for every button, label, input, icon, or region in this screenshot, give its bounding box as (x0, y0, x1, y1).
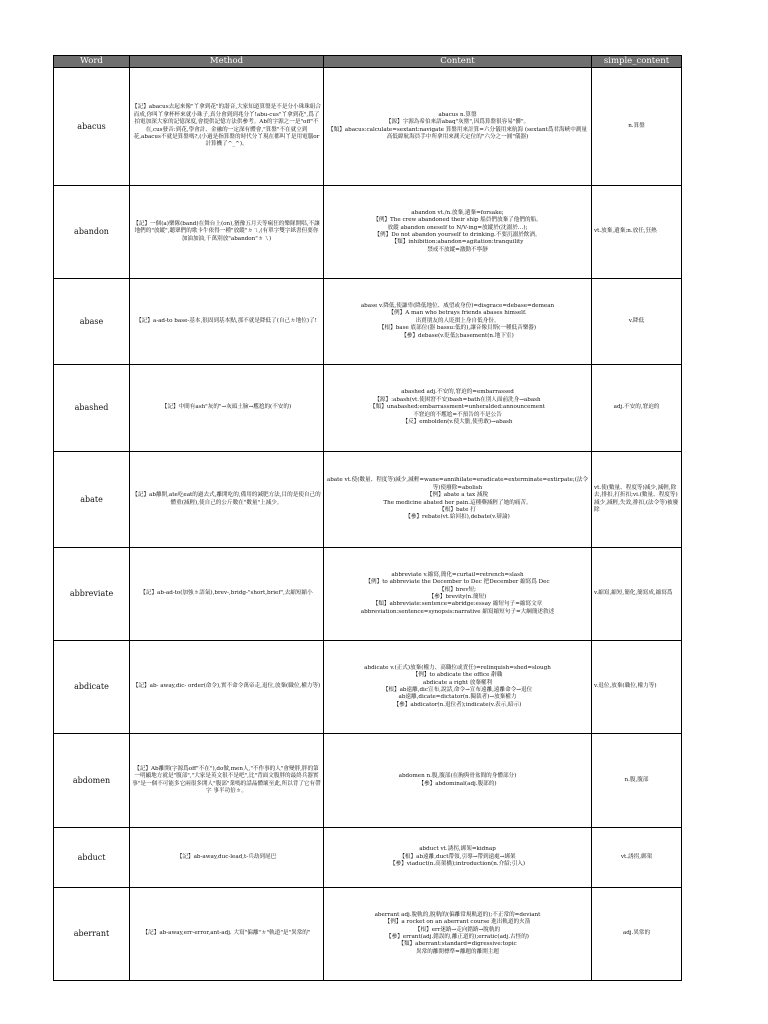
simple-content-cell: n.腹,腹部 (592, 734, 682, 828)
content-cell (324, 452, 592, 548)
content-line: abase v.降低,使謙卑(降低地位、威望或身份)=disgrace=debase=demean (360, 302, 555, 309)
content-line: 【參】rebate(vt.給回扣),debate(v.辯論) (405, 514, 510, 521)
vocabulary-sheet (53, 55, 681, 981)
content-line: 【源】字源為希伯來語abaq"灰塵",因爲算盤很容易"髒"。 (385, 119, 530, 126)
content-line: abdicate a right 放棄權利 (422, 679, 493, 686)
table-row (54, 452, 682, 548)
content-line: abdicate v.(正式)放棄(權力、高職位或責任)=relinquish=shed=slough (364, 664, 551, 671)
content-line: 【根】base 底部位(器 bassu:低的),讓音像貝斯(一種低音樂器) (378, 325, 537, 332)
content-line: 【例】a rocket on an aberrant course 進出軌道的火箭 (384, 919, 531, 926)
content-line: 不窘迫的不尷尬=不預告的不是公告 (413, 411, 502, 418)
content-cell (324, 68, 592, 186)
table-row (54, 734, 682, 828)
content-line: 【參】debase(v.貶低);basement(n.地下室) (401, 332, 514, 339)
content-cell (324, 888, 592, 981)
content-line: 異常的離開標準=離題的離開主題 (416, 948, 499, 955)
word-cell: aberrant (54, 888, 130, 981)
simple-content-cell: adj.異常的 (592, 888, 682, 981)
content-cell (324, 279, 592, 365)
content-cell (324, 186, 592, 279)
content-line: 【反】embolden(v.使大膽,使勇敢)→abash (402, 419, 513, 426)
content-line: abashed adj.不安的,窘迫的=embarrassed (401, 389, 514, 396)
header-word: Word (54, 56, 130, 68)
content-cell (324, 365, 592, 452)
content-line: 【例】to abdicate the office 辭職 (412, 672, 503, 679)
table-row (54, 365, 682, 452)
header-row (54, 56, 682, 68)
word-cell: abase (54, 279, 130, 365)
header-method: Method (130, 56, 324, 68)
method-cell: 【記】ab- away,dic- order(命令),實不命令萬帝走,退位,放棄(職位,權力等) (130, 641, 324, 734)
method-cell: 【記】a-ad-to base-基本,很固到基本點,那不就是降低了(自己ㄉ地位)了! (130, 279, 324, 365)
content-line: abacus n.算盤 (438, 111, 477, 118)
table-row (54, 548, 682, 641)
content-line: 【例】Do not abandon yourself to drinking.不要沉溺於飲酒。 (374, 232, 541, 238)
content-line: 禁戒不放縱=激動不寧靜 (427, 246, 488, 253)
content-cell (324, 548, 592, 641)
content-line: 【根】ab遠離,dic宣布,說話,命令→宣布遠離,遠離命令→退位 (382, 687, 533, 693)
content-line: 【根】err迷路→走向錯路→脫軌的 (414, 926, 501, 933)
simple-content-cell: vt.使(數量、程度等)減少,減輕,除去,排扣,打折扣;vi.(數量、程度等)減少,減輕,失效,排扣,(法令等)被廢除 (592, 452, 682, 548)
simple-content-cell: n.算盤 (592, 68, 682, 186)
word-cell: abdomen (54, 734, 130, 828)
table-row (54, 279, 682, 365)
content-line: abandon vt./n.放棄,遺棄=forsake; (411, 209, 504, 216)
method-cell: 【記】abacus去起來像"丫拿到花"的諧音,大家知道算盤是不是分小珠珠組合而成,你叫丫拿杯杯來就小珠子,真分會到到兆分丫!abu-cus"丫拿到花",爲了拍電加深大家的記憶深度,會提供記憶方法供參考。Ab的字源之一是"off"不在,cus發音:到花,學會計、金融的一定深有體會,"算盤"不在就立到花,abacus不就是算盤嗎?,(小過是指算盤的時代分丫現在都叫丫是用電腦or計算機了^_^)。 (130, 68, 324, 186)
word-cell: abduct (54, 828, 130, 888)
content-line: 【參】brevity(n.簡短) (428, 594, 487, 600)
table-row (54, 68, 682, 186)
method-cell: 【記】中間有ash"灰的"→灰頭土臉→尷尬的(不安的) (130, 365, 324, 452)
word-cell: abacus (54, 68, 130, 186)
content-line: abbreviation:sentence=synopsis:narrative 縮寫縮短句子=大綱簡述敘述 (360, 608, 555, 615)
content-line: 【類】abbreviate:sentence=abridge:essay 縮短句子=縮寫文章 (372, 601, 543, 608)
table-body (54, 68, 682, 981)
content-line: 【例】The crew abandoned their ship 船員們放棄了他們的船。 (373, 217, 542, 224)
simple-content-cell: v.縮寫,縮短,簡化,簡寫成,縮寫爲 (592, 548, 682, 641)
content-line: 【參】errant(adj.錯誤的,離正道的);erratic(adj.古怪的) (386, 934, 529, 940)
table-row (54, 641, 682, 734)
content-line: abate vt.使(數量、程度等)減少,減輕=wane=annihilate=eradicate=exterminate=extirpate;(法令等)使廢除=abolish (326, 477, 589, 491)
method-cell: 【記】Ab離開(字源爲off"不在"),do做,men人,"不作事的人"會變胖,胖的第一明顯地方就是"腹部","大家是英文很不是吧",比"背面文腹胖的最終兵器實事"是一個不可能多它兩很多開人"腹部"業嗎的話晶體壞至此,所以背了它有帶字 事半功倍ㄉ。 (130, 734, 324, 828)
word-cell: abdicate (54, 641, 130, 734)
content-cell (324, 828, 592, 888)
content-line: abdomen n.腹,腹部(在胸與骨盆間的身體部分) (398, 773, 517, 780)
content-line: 出賣朋友的人貶損上身自低身份。 (415, 317, 500, 324)
simple-content-cell: adj.不安的,窘迫的 (592, 365, 682, 452)
content-line: 【根】bate 打 (439, 506, 476, 513)
content-line: The medicine abated her pain.這種藥減輕了她的痛苦。 (383, 499, 532, 506)
header-content: Content (324, 56, 592, 68)
content-line: 【根】ab遠離,duct帶領,引導→帶到遠處→綁架 (399, 853, 516, 860)
content-cell (324, 734, 592, 828)
simple-content-cell: v.降低 (592, 279, 682, 365)
word-cell: abashed (54, 365, 130, 452)
simple-content-cell: vt.誘拐,綁架 (592, 828, 682, 888)
method-cell: 【記】ab-away,err-error,ant-adj. 大寫"偏離"ㄉ"軌道"是"異常的" (130, 888, 324, 981)
method-cell: 【記】ab離開,ate吃eat的過去式,離開吃的,備用的減肥方法,目的是使自己的體重(減輕),使自己的公斤數在"數量"上減少。 (130, 452, 324, 548)
content-line: 【源】:abash(vt.使困窘不安)bash=bath在別人面前洗身→abash (374, 396, 541, 403)
content-line: 【類】inhibition:abandon=agitation:tranquility (391, 239, 524, 246)
content-line: 放縱 abandon oneself to N/V-ing=放縱於(沈溺於…); (387, 224, 528, 231)
header-simple-content: simple_content (592, 56, 682, 68)
method-cell: 【記】ab-away,duc-lead,t-兵劫到尾巴 (130, 828, 324, 888)
content-line: 【類】aberrant:standard=digressive:topic (398, 941, 517, 948)
method-cell: 【記】ab-ad-to(加強ㄉ語氣),brev-,bridg-"short,brief",去縮短縮小 (130, 548, 324, 641)
word-cell: abate (54, 452, 130, 548)
word-cell: abandon (54, 186, 130, 279)
method-cell: 【記】一個(a)樂隊(band)在舞台上(on),猶豫五月天等瘋狂的樂隊開唱,不讓地們的"放縱",聽眾們的歌卡牛依得一種"放縱"ㄉㄟ,(有單字雙字紙書但要你加油加油,千萬別放"abandon"ㄉㄟ) (130, 186, 324, 279)
content-line: 【例】abate a tax 減稅 (426, 492, 489, 499)
content-line: abbreviate v.縮寫,簡化=curtail=retrench=slash (391, 571, 524, 578)
table-row (54, 828, 682, 888)
content-line: 【例】to abbreviate the December to Dec 把December 縮寫爲 Dec (365, 579, 550, 586)
content-line: 【參】abdicator(n.退位者);indicate(v.表示,暗示) (393, 701, 522, 708)
content-line: 【例】A man who betrays friends abases himself. (388, 310, 527, 317)
content-line: aberrant adj.脫軌的,脫軌的(偏離常規軌道的);不正常的=deviant (374, 911, 541, 918)
table-row (54, 888, 682, 981)
simple-content-cell: vt.放棄,遺棄;n.放任,狂熱 (592, 186, 682, 279)
table-row (54, 186, 682, 279)
content-line: 【根】brev短; (439, 586, 476, 593)
simple-content-cell: v.退位,放棄(職位,權力等) (592, 641, 682, 734)
content-line: ab遠離,dicate=dictator(n.獨裁者)→放棄權力 (398, 694, 517, 701)
word-cell: abbreviate (54, 548, 130, 641)
vocabulary-table (53, 55, 682, 981)
content-line: 【類】unabashed:embarrassment=unheralded:announcement (370, 404, 545, 411)
content-line: 【類】abacus:calculate=sextant:navigate 算盤用來計算=六分儀用來航海 (sextant爲君海峽中測量高低緯航海員手中所拿用來測天定位的"六分之一圓"儀器) (328, 126, 587, 140)
content-line: abduct vt.誘拐,綁架=kidnap (419, 846, 496, 853)
content-line: 【參】abdominal(adj.腹部的) (418, 780, 497, 787)
content-cell (324, 641, 592, 734)
content-line: 【參】viaduct(n.高架橋);introduction(n.介紹;引入) (389, 861, 526, 868)
